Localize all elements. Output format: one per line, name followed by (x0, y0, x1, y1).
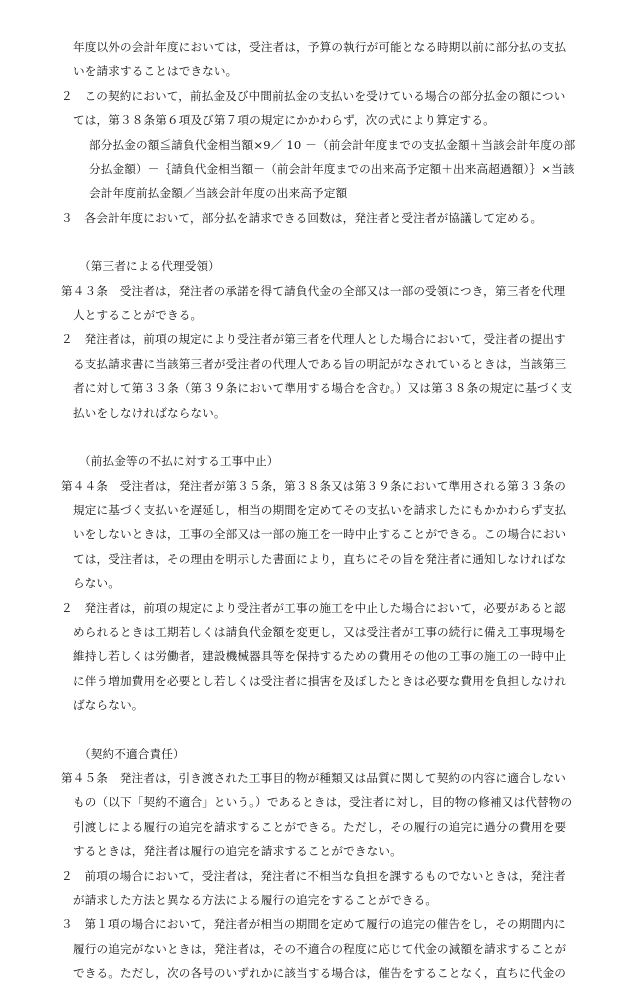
article-43-clause-2: ２ 発注者は，前項の規定により受注者が第三者を代理人とした場合において，受注者の提出する支払請求書に当該第三者が受注者の代理人である旨の明記がなされているときは，当該第三者に対して第３３条（第３９条において準用する場合を含む。）又は第３８条の規定に基づく支払いをしなければならない。 (61, 332, 573, 420)
clause-2-partial-payment: ２ この契約において，前払金及び中間前払金の支払いを受けている場合の部分払金の額については，第３８条第６項及び第７項の規定にかかわらず，次の式により算定する。 (61, 88, 566, 128)
document-page (0, 35, 630, 986)
article-44-heading: （前払金等の不払に対する工事中止） (79, 454, 279, 469)
article-43-heading: （第三者による代理受領） (79, 259, 220, 274)
partial-payment-formula: 部分払金の額≦請負代金相当額×9／ 10 －（前会計年度までの支払金額＋当該会計年度の部分払金額）－｛請負代金相当額－（前会計年度までの出来高予定額＋出来高超過額）｝×当該会計年度前払金額／当該会計年度の出来高予定額 (89, 137, 576, 201)
spacer (0, 425, 630, 449)
article-43-body: 第４３条 受注者は，発注者の承諾を得て請負代金の全部又は一部の受領につき，第三者を代理人とすることができる。 (61, 283, 566, 323)
spacer (0, 230, 630, 254)
article-44-body: 第４４条 受注者は，発注者が第３５条，第３８条又は第３９条において準用される第３３条の規定に基づく支払いを遅延し，相当の期間を定めてその支払いを請求したにもかかわらず支払いをしないときは，工事の全部又は一部の施工を一時中止することができる。この場合においては，受注者は，その理由を明示した書面により，直ちにその旨を発注者に通知しなければならない。 (61, 478, 567, 591)
article-45-clause-3: ３ 第１項の場合において，発注者が相当の期間を定めて履行の追完の催告をし，その期間内に履行の追完がないときは，発注者は，その不適合の程度に応じて代金の減額を請求することができる。ただし，次の各号のいずれかに該当する場合は，催告をすることなく，直ちに代金の (61, 917, 567, 981)
article-45-clause-2: ２ 前項の場合において，受注者は，発注者に不相当な負担を課するものでないときは，発注者が請求した方法と異なる方法による履行の追完をすることができる。 (61, 868, 566, 907)
article-44-clause-2: ２ 発注者は，前項の規定により受注者が工事の施工を中止した場合において，必要があると認められるときは工期若しくは請負代金額を変更し，又は受注者が工事の続行に備え工事現場を維持し若しくは労働者，建設機械器具等を保持するための費用その他の工事の施工の一時中止に伴う増加費用を必要とし若しくは受注者に損害を及ぼしたときは必要な費用を負担しなければならない。 (61, 600, 567, 713)
paragraph-continuation: 年度以外の会計年度においては，受注者は，予算の執行が可能となる時期以前に部分払の支払いを請求することはできない。 (73, 40, 567, 79)
article-45-heading: （契約不適合責任） (79, 746, 185, 761)
spacer (0, 718, 630, 742)
clause-3-payment-count: ３ 各会計年度において，部分払を請求できる回数は，発注者と受注者が協議して定める。 (61, 210, 543, 225)
article-45-body: 第４５条 発注者は，引き渡された工事目的物が種類又は品質に関して契約の内容に適合しないもの（以下「契約不適合」という。）であるときは，受注者に対し，目的物の修補又は代替物の引渡しによる履行の追完を請求することができる。ただし，その履行の追完に過分の費用を要するときは，発注者は履行の追完を請求することができない。 (61, 770, 573, 859)
